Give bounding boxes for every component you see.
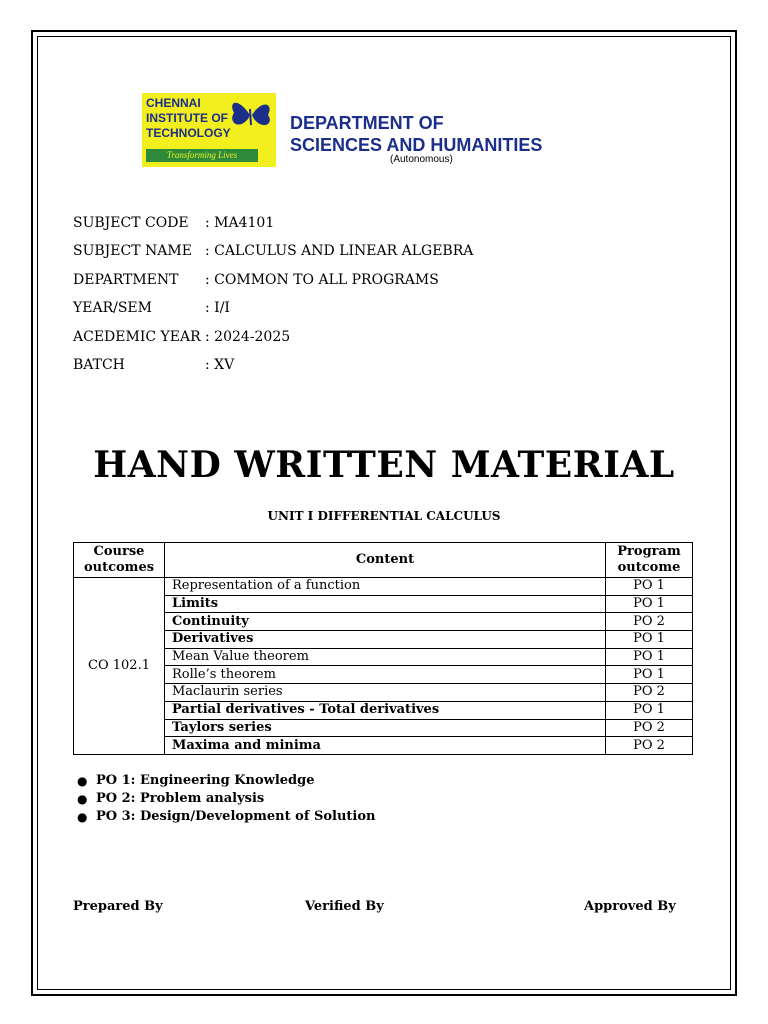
content-cell: Mean Value theorem [165, 648, 606, 666]
list-item [77, 790, 375, 808]
bullet-icon: ● [77, 774, 88, 788]
unit-title: UNIT I DIFFERENTIAL CALCULUS [267, 509, 501, 523]
logo-line1: CHENNAI [146, 96, 201, 110]
info-row-subject-code [73, 213, 473, 241]
info-row-year-sem [73, 298, 473, 326]
header-content: Content [165, 543, 606, 578]
table-row [74, 719, 693, 737]
header-program-outcome: Program outcome [606, 543, 693, 578]
prepared-by-label: Prepared By [73, 899, 163, 914]
page-title: HAND WRITTEN MATERIAL [93, 444, 675, 486]
autonomous-label: (Autonomous) [390, 154, 453, 165]
table-row [74, 666, 693, 684]
institute-logo [142, 93, 276, 167]
info-value: : CALCULUS AND LINEAR ALGEBRA [205, 243, 474, 260]
subject-info [73, 213, 473, 383]
po-cell: PO 2 [606, 719, 693, 737]
info-row-batch [73, 355, 473, 383]
content-cell: Maclaurin series [165, 684, 606, 702]
po-cell: PO 1 [606, 701, 693, 719]
po-item-text: PO 1: Engineering Knowledge [96, 773, 315, 788]
list-item [77, 808, 376, 826]
syllabus-table [73, 542, 693, 755]
po-cell: PO 2 [606, 613, 693, 631]
info-value: : MA4101 [205, 215, 275, 231]
content-cell: Representation of a function [165, 578, 606, 596]
content-cell: Partial derivatives - Total derivatives [165, 701, 606, 719]
table-row [74, 578, 693, 596]
table-row [74, 595, 693, 613]
po-cell: PO 1 [606, 648, 693, 666]
info-value: : XV [205, 356, 235, 373]
approved-by-label: Approved By [584, 899, 676, 914]
verified-by-label: Verified By [305, 899, 384, 914]
table-header-row [74, 543, 693, 578]
po-item-text: PO 2: Problem analysis [96, 791, 265, 806]
po-list [77, 772, 376, 826]
info-row-department [73, 270, 473, 298]
info-label: SUBJECT CODE [73, 215, 189, 231]
table-row [74, 648, 693, 666]
table-row [74, 684, 693, 702]
list-item [77, 772, 375, 790]
table-row [74, 701, 693, 719]
content-cell: Limits [165, 595, 606, 613]
po-cell: PO 1 [606, 595, 693, 613]
po-cell: PO 1 [606, 631, 693, 649]
header-course-outcomes: Course outcomes [74, 543, 165, 578]
info-label: ACEDEMIC YEAR [73, 328, 201, 345]
content-cell: Rolle’s theorem [165, 666, 606, 684]
content-cell: Taylors series [165, 719, 606, 737]
info-label: DEPARTMENT [73, 271, 179, 288]
table-row [74, 737, 693, 755]
info-row-academic-year [73, 327, 473, 355]
info-row-subject-name [73, 241, 473, 269]
logo-line3: TECHNOLOGY [146, 126, 231, 140]
info-label: BATCH [73, 356, 125, 373]
logo-line2: INSTITUTE OF [146, 111, 228, 125]
info-value: : 2024-2025 [205, 328, 291, 345]
po-cell: PO 1 [606, 578, 693, 596]
content-cell: Continuity [165, 613, 606, 631]
info-label: SUBJECT NAME [73, 243, 192, 260]
dept-line2: SCIENCES AND HUMANITIES [290, 135, 543, 155]
bullet-icon: ● [77, 792, 88, 806]
dept-line1: DEPARTMENT OF [290, 113, 444, 133]
content-cell: Maxima and minima [165, 737, 606, 755]
butterfly-icon [228, 95, 274, 137]
po-cell: PO 2 [606, 737, 693, 755]
po-item-text: PO 3: Design/Development of Solution [96, 809, 376, 824]
logo-tagline: Transforming Lives [146, 149, 258, 162]
po-cell: PO 1 [606, 666, 693, 684]
content-cell: Derivatives [165, 631, 606, 649]
info-value: : I/I [205, 300, 230, 317]
table-row [74, 613, 693, 631]
info-label: YEAR/SEM [73, 300, 152, 317]
info-value: : COMMON TO ALL PROGRAMS [205, 271, 439, 288]
table-row [74, 631, 693, 649]
po-cell: PO 2 [606, 684, 693, 702]
bullet-icon: ● [77, 810, 88, 824]
course-outcome-cell: CO 102.1 [74, 578, 165, 755]
